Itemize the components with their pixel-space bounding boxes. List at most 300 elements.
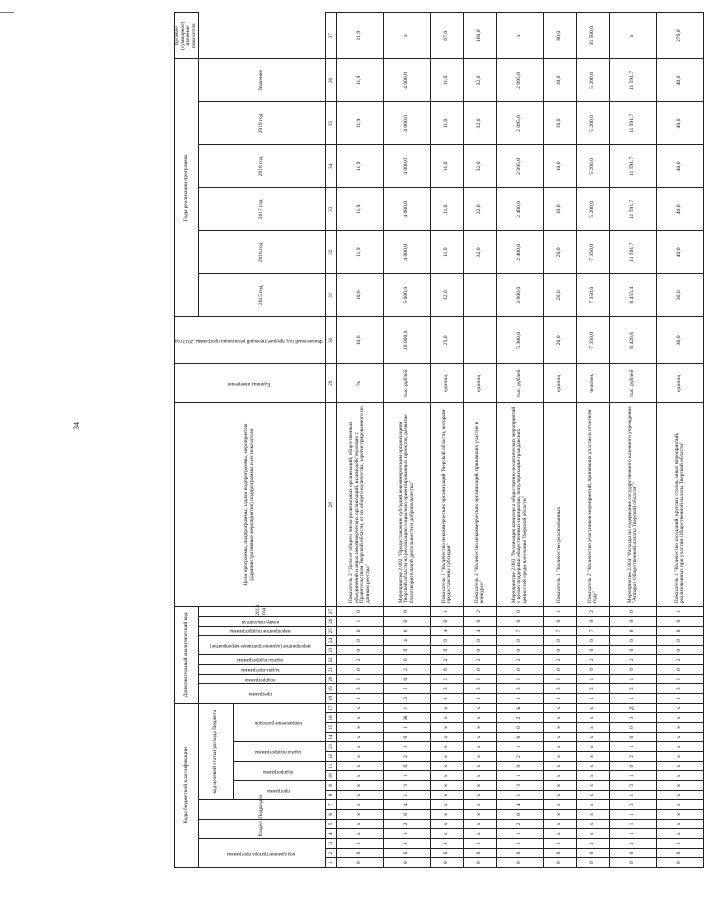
year-value: 20,0	[544, 231, 577, 274]
final-value: 35 500,0	[577, 13, 610, 59]
year-value: 10,0	[544, 188, 577, 231]
final-value-header: Целевое (суммарное) значение показателя	[175, 13, 199, 59]
code-cell: 0	[497, 810, 544, 820]
code-cell: 0	[610, 732, 657, 742]
code-cell: x	[464, 742, 497, 752]
code-cell: x	[577, 742, 610, 752]
code-cell: 3	[431, 684, 464, 694]
year-value: 32,0	[464, 231, 497, 274]
unit-header: Единица измерения	[175, 364, 326, 403]
an-subprogram-header: подпрограмма	[198, 674, 326, 684]
code-cell: x	[544, 819, 577, 829]
final-value: x	[610, 13, 657, 59]
final-value: x	[497, 13, 544, 59]
year-value: 32,0	[464, 59, 497, 102]
item-name: Показатель 2 "Количество участников мероприятий, принявших участие в отчетном году"	[577, 403, 610, 607]
code-cell: 1	[431, 694, 464, 704]
column-number: 7	[326, 800, 337, 810]
code-cell: x	[657, 703, 704, 713]
code-cell: 1	[577, 674, 610, 684]
base-year-value: 10 000,0	[384, 317, 431, 364]
code-cell: x	[337, 732, 384, 742]
code-cell: x	[657, 742, 704, 752]
code-cell: x	[577, 732, 610, 742]
code-cell: x	[577, 761, 610, 771]
code-cell: 3	[610, 781, 657, 791]
item-name: Мероприятие 2.002 "Предоставление субсидий некоммерческим организациям Тверской области на реализацию социально ориентированных проектов, развитие благотворительной деятельности и добровольчества"	[384, 403, 431, 607]
code-cell: 0	[577, 848, 610, 858]
code-cell: 0	[657, 858, 704, 868]
program-indicators-table	[174, 12, 704, 868]
code-cell: 0	[464, 645, 497, 655]
code-cell: 0	[431, 665, 464, 675]
code-cell: 2	[577, 655, 610, 665]
table-row	[384, 13, 431, 868]
code-cell: 1	[337, 839, 384, 849]
code-cell: x	[431, 752, 464, 762]
column-number: 12	[326, 752, 337, 762]
code-cell: 0	[544, 665, 577, 675]
code-cell: 3	[497, 781, 544, 791]
code-cell: 3	[497, 684, 544, 694]
column-number: 3	[326, 839, 337, 849]
year-value: 5 200,0	[577, 59, 610, 102]
code-cell: 0	[497, 645, 544, 655]
year-value: 5 200,0	[577, 102, 610, 145]
code-cell: 1	[431, 839, 464, 849]
year-value: 11,9	[337, 102, 384, 145]
year-value: 11,0	[431, 59, 464, 102]
code-cell: x	[337, 829, 384, 839]
code-cell: 0	[384, 810, 431, 820]
code-cell: x	[464, 752, 497, 762]
code-cell: x	[464, 781, 497, 791]
table-row	[577, 13, 610, 868]
code-cell: 0	[384, 616, 431, 626]
code-cell: x	[544, 713, 577, 723]
code-cell: 3	[577, 684, 610, 694]
unit-cell: человек	[577, 364, 610, 403]
code-cell: x	[577, 790, 610, 800]
code-cell: x	[577, 713, 610, 723]
final-value: 11,9	[337, 13, 384, 59]
column-number: 18	[326, 694, 337, 704]
code-cell: 0	[657, 616, 704, 626]
code-cell: Б	[497, 703, 544, 713]
code-cell: 0	[497, 723, 544, 733]
code-cell: x	[431, 723, 464, 733]
code-cell: 2	[657, 655, 704, 665]
unit-cell: тыс. рублей	[610, 364, 657, 403]
code-cell: 1	[464, 839, 497, 849]
column-number: 9	[326, 781, 337, 791]
year-value: 12,0	[431, 274, 464, 317]
column-number: 23	[326, 645, 337, 655]
year-value: 5 200,0	[577, 188, 610, 231]
year-value: 11 591,7	[610, 231, 657, 274]
code-cell: x	[577, 771, 610, 781]
rotated-table-container	[174, 12, 686, 868]
year-value: 20,0	[544, 274, 577, 317]
year-value: 11,9	[337, 145, 384, 188]
code-cell: 2	[610, 655, 657, 665]
column-number: 29	[326, 364, 337, 403]
code-cell: 1	[384, 723, 431, 733]
code-cell: 1	[610, 742, 657, 752]
final-value: x	[384, 13, 431, 59]
column-number: 17	[326, 703, 337, 713]
unit-cell: тыс. рублей	[497, 364, 544, 403]
year-value: 11,0	[431, 145, 464, 188]
code-cell: x	[657, 790, 704, 800]
final-value: 270,0	[657, 13, 704, 59]
subprogram-task-code-header: задача подпрограммы	[234, 742, 326, 761]
code-cell: x	[337, 810, 384, 820]
base-year-value: 5 300,0	[497, 317, 544, 364]
table-row	[657, 13, 704, 868]
code-cell: x	[544, 732, 577, 742]
code-cell: 0	[610, 636, 657, 646]
year-value: 2 400,0	[497, 188, 544, 231]
code-cell: x	[337, 800, 384, 810]
code-cell: x	[431, 829, 464, 839]
code-cell: Д	[610, 703, 657, 713]
year-value: 4 000,0	[384, 145, 431, 188]
code-cell: 0	[610, 848, 657, 858]
code-cell: 0	[431, 858, 464, 868]
code-cell: 0	[384, 761, 431, 771]
code-cell: 0	[464, 636, 497, 646]
code-cell: 1	[464, 674, 497, 684]
code-cell: 0	[337, 636, 384, 646]
code-cell: x	[337, 752, 384, 762]
unit-cell: единиц	[464, 364, 497, 403]
item-name: Показатель 1 "Количество реализованных	[544, 403, 577, 607]
code-cell: 1	[497, 694, 544, 704]
column-number: 5	[326, 819, 337, 829]
year-value: 4 000,0	[384, 188, 431, 231]
subsection-header: Подраздел	[198, 800, 326, 819]
code-cell: x	[431, 790, 464, 800]
an-task-sub-header: задача подпрограммы	[198, 655, 326, 665]
code-cell: 3	[657, 684, 704, 694]
column-number: 35	[326, 102, 337, 145]
final-value-subheader: Значение	[198, 59, 326, 102]
year-value: 11,9	[337, 59, 384, 102]
code-cell: 4	[497, 800, 544, 810]
code-cell: x	[544, 723, 577, 733]
year-value: 40,0	[657, 188, 704, 231]
an-program-header: программа	[198, 684, 326, 703]
base-year-value: 25,0	[431, 317, 464, 364]
code-cell: 1	[610, 839, 657, 849]
code-cell: 0	[544, 848, 577, 858]
year-value	[464, 274, 497, 317]
column-number: 13	[326, 742, 337, 752]
code-cell: 3	[384, 694, 431, 704]
code-cell: x	[577, 829, 610, 839]
code-cell: x	[544, 761, 577, 771]
code-cell: x	[577, 819, 610, 829]
item-name: Показатель 2 "Количество некоммерческих организаций, принявших участие в конкурсе"	[464, 403, 497, 607]
year-value: 3 000,0	[497, 274, 544, 317]
code-cell: x	[337, 761, 384, 771]
column-number: 21	[326, 665, 337, 675]
code-cell: 1	[384, 829, 431, 839]
unit-cell: %	[337, 364, 384, 403]
code-cell: 0	[544, 645, 577, 655]
table-row	[464, 13, 497, 868]
code-cell: 1	[610, 674, 657, 684]
code-cell: 1	[384, 684, 431, 694]
code-cell: x	[337, 723, 384, 733]
code-cell: 1	[497, 829, 544, 839]
column-number: 32	[326, 231, 337, 274]
code-cell: 0	[610, 761, 657, 771]
code-cell: x	[577, 723, 610, 733]
base-year-value: 20,0	[544, 317, 577, 364]
code-cell: 1	[497, 742, 544, 752]
code-cell: x	[431, 810, 464, 820]
code-cell: x	[657, 713, 704, 723]
unit-cell: единиц	[544, 364, 577, 403]
code-cell: x	[657, 810, 704, 820]
code-cell: x	[464, 810, 497, 820]
year-value: 11 591,7	[610, 188, 657, 231]
year-value: 4 000,0	[384, 59, 431, 102]
column-numbers-row	[326, 13, 337, 868]
year-value: 11 591,7	[610, 145, 657, 188]
base-year-header: Финансовый год, предшествующий реализации программы, 2013 год	[175, 317, 326, 364]
code-cell: 1	[610, 829, 657, 839]
target-article-header: код целевой статьи расхода бюджета	[198, 703, 233, 800]
year-value: 10,0	[544, 102, 577, 145]
code-cell: 0	[610, 616, 657, 626]
code-cell: 1	[384, 771, 431, 781]
code-cell: 1	[577, 839, 610, 849]
item-name: Показатель 1 "Количество заседаний, круглых столов, иных мероприятий, реализованных при участии Общественной палаты Тверской области"	[657, 403, 704, 607]
code-cell: 3	[464, 684, 497, 694]
code-cell: 0	[497, 858, 544, 868]
column-number: 14	[326, 732, 337, 742]
code-cell: x	[657, 752, 704, 762]
unit-cell: единиц	[431, 364, 464, 403]
base-year-value: 8 426,6	[610, 317, 657, 364]
code-cell: 1	[497, 790, 544, 800]
code-cell: x	[431, 703, 464, 713]
item-name: Показатель 2 "Доля от общего числа религиозных организаций, общественных объединений и иных некоммерческих организаций, взаимодействующих с Правительством Тверской области, от их общего количества, зарегистрированного по данным реестра"	[337, 403, 384, 607]
column-number: 37	[326, 13, 337, 59]
code-cell: 1	[384, 742, 431, 752]
code-cell: 0	[577, 645, 610, 655]
column-number: 26	[326, 616, 337, 626]
column-number: 28	[326, 403, 337, 607]
item-name: Показатель 1 "Количество некоммерческих организаций Тверской области, которым предоставлены субсидии"	[431, 403, 464, 607]
code-cell: 0	[431, 636, 464, 646]
base-year-value: 7 350,0	[577, 317, 610, 364]
year-value: 11 591,7	[610, 59, 657, 102]
code-cell: 1	[657, 607, 704, 617]
column-number: 30	[326, 317, 337, 364]
code-cell: x	[544, 810, 577, 820]
year-value: 5 200,0	[577, 145, 610, 188]
year-value: 32,0	[464, 145, 497, 188]
code-cell: x	[577, 800, 610, 810]
column-number: 20	[326, 674, 337, 684]
code-cell: 0	[657, 665, 704, 675]
code-cell: 0	[337, 626, 384, 636]
code-cell: x	[544, 781, 577, 791]
code-cell: 2	[610, 752, 657, 762]
year-value: 32,0	[464, 188, 497, 231]
year-value: 10,0	[544, 145, 577, 188]
code-cell: x	[464, 771, 497, 781]
code-cell: x	[464, 800, 497, 810]
column-number: 33	[326, 188, 337, 231]
column-number: 31	[326, 274, 337, 317]
year-value: 32,0	[464, 102, 497, 145]
code-cell: 0	[431, 616, 464, 626]
column-number: 10	[326, 771, 337, 781]
years-header: Годы реализации программы	[175, 59, 199, 317]
program-code-header: программа	[234, 781, 326, 800]
subprogram-code-header: подпрограмма	[234, 761, 326, 780]
admin-code-header: код администратора программы	[198, 839, 326, 868]
code-cell: 2	[497, 713, 544, 723]
code-cell: 4	[384, 800, 431, 810]
scan-mark	[0, 12, 14, 13]
code-cell: x	[544, 790, 577, 800]
code-cell: 1	[544, 694, 577, 704]
page-number: 34	[72, 422, 81, 430]
final-value: 67,0	[431, 13, 464, 59]
code-cell: x	[464, 819, 497, 829]
code-cell: 0	[577, 636, 610, 646]
code-cell: x	[464, 761, 497, 771]
year-value: 5 000,0	[384, 274, 431, 317]
code-cell: x	[431, 761, 464, 771]
code-cell: 0	[544, 858, 577, 868]
analytic-code-header: Дополнительный аналитический код	[175, 607, 199, 704]
code-cell: 1	[610, 790, 657, 800]
code-cell: 0	[610, 607, 657, 617]
code-cell: x	[431, 742, 464, 752]
base-year-value	[464, 317, 497, 364]
code-cell: 1	[337, 694, 384, 704]
year-value: 11,9	[337, 231, 384, 274]
code-cell: x	[657, 781, 704, 791]
code-cell: 0	[497, 665, 544, 675]
code-cell: 1	[657, 674, 704, 684]
code-cell: 0	[657, 645, 704, 655]
column-number: 15	[326, 723, 337, 733]
table-row	[610, 13, 657, 868]
code-cell: 2	[384, 665, 431, 675]
year-2014-header: 2014 год	[198, 607, 326, 617]
code-cell: 0	[610, 858, 657, 868]
year-value: 11,9	[337, 188, 384, 231]
code-cell: x	[657, 819, 704, 829]
code-cell: 2	[577, 607, 610, 617]
code-cell: 2	[544, 655, 577, 665]
code-cell: 7	[497, 626, 544, 636]
code-cell: 0	[431, 848, 464, 858]
code-cell: 0	[497, 732, 544, 742]
year-2016-header: 2016 год	[198, 231, 326, 274]
code-cell: 0	[497, 607, 544, 617]
year-value: 4 000,0	[384, 102, 431, 145]
code-cell: 0	[544, 636, 577, 646]
code-cell: 0	[464, 665, 497, 675]
table-row	[544, 13, 577, 868]
year-value: 7 350,0	[577, 274, 610, 317]
code-cell: 1	[544, 674, 577, 684]
code-cell: 3	[610, 684, 657, 694]
year-value: 10,6	[337, 274, 384, 317]
code-cell: 1	[497, 674, 544, 684]
code-cell: 3	[337, 684, 384, 694]
code-cell: x	[464, 829, 497, 839]
code-cell: x	[657, 771, 704, 781]
year-2015-header: 2015 год	[198, 274, 326, 317]
code-cell: x	[657, 732, 704, 742]
goals-header: Цели программы, подпрограммы, задачи подпрограммы, мероприятия (административные мероприятия) подпрограммы и их показатели	[175, 403, 326, 607]
code-cell: 0	[337, 858, 384, 868]
code-cell: 0	[657, 636, 704, 646]
code-cell: 0	[464, 858, 497, 868]
an-event-sub-header: мероприятие подпрограммы	[198, 626, 326, 636]
code-cell: 0	[384, 655, 431, 665]
code-cell: 0	[337, 607, 384, 617]
year-2017-header: 2017 год	[198, 188, 326, 231]
code-cell: 2	[384, 819, 431, 829]
year-value: 11,0	[431, 231, 464, 274]
section-header: Раздел	[198, 819, 326, 838]
year-value: 10,0	[544, 59, 577, 102]
column-number: 11	[326, 761, 337, 771]
code-cell: 7	[544, 626, 577, 636]
year-value: 40,0	[657, 59, 704, 102]
code-cell: x	[337, 790, 384, 800]
code-cell: x	[657, 761, 704, 771]
code-cell: x	[431, 732, 464, 742]
column-number: 2	[326, 848, 337, 858]
code-cell: 2	[384, 752, 431, 762]
code-cell: x	[464, 723, 497, 733]
code-cell: 0	[464, 848, 497, 858]
code-cell: 0	[497, 761, 544, 771]
code-cell: 0	[577, 665, 610, 675]
code-cell: 0	[577, 616, 610, 626]
code-cell: 1	[577, 694, 610, 704]
code-cell: x	[544, 800, 577, 810]
code-cell: 1	[610, 771, 657, 781]
base-year-value: 10,6	[337, 317, 384, 364]
code-cell: 0	[384, 674, 431, 684]
code-cell: 3	[610, 800, 657, 810]
code-cell: 1	[610, 810, 657, 820]
year-value: 2 095,0	[497, 59, 544, 102]
code-cell: 0	[384, 848, 431, 858]
code-cell: 1	[384, 839, 431, 849]
table-row	[431, 13, 464, 868]
column-number: 6	[326, 810, 337, 820]
code-cell: x	[577, 781, 610, 791]
code-cell: x	[337, 771, 384, 781]
code-cell: 0	[497, 848, 544, 858]
code-cell: 4	[431, 626, 464, 636]
code-cell: 8	[657, 626, 704, 636]
